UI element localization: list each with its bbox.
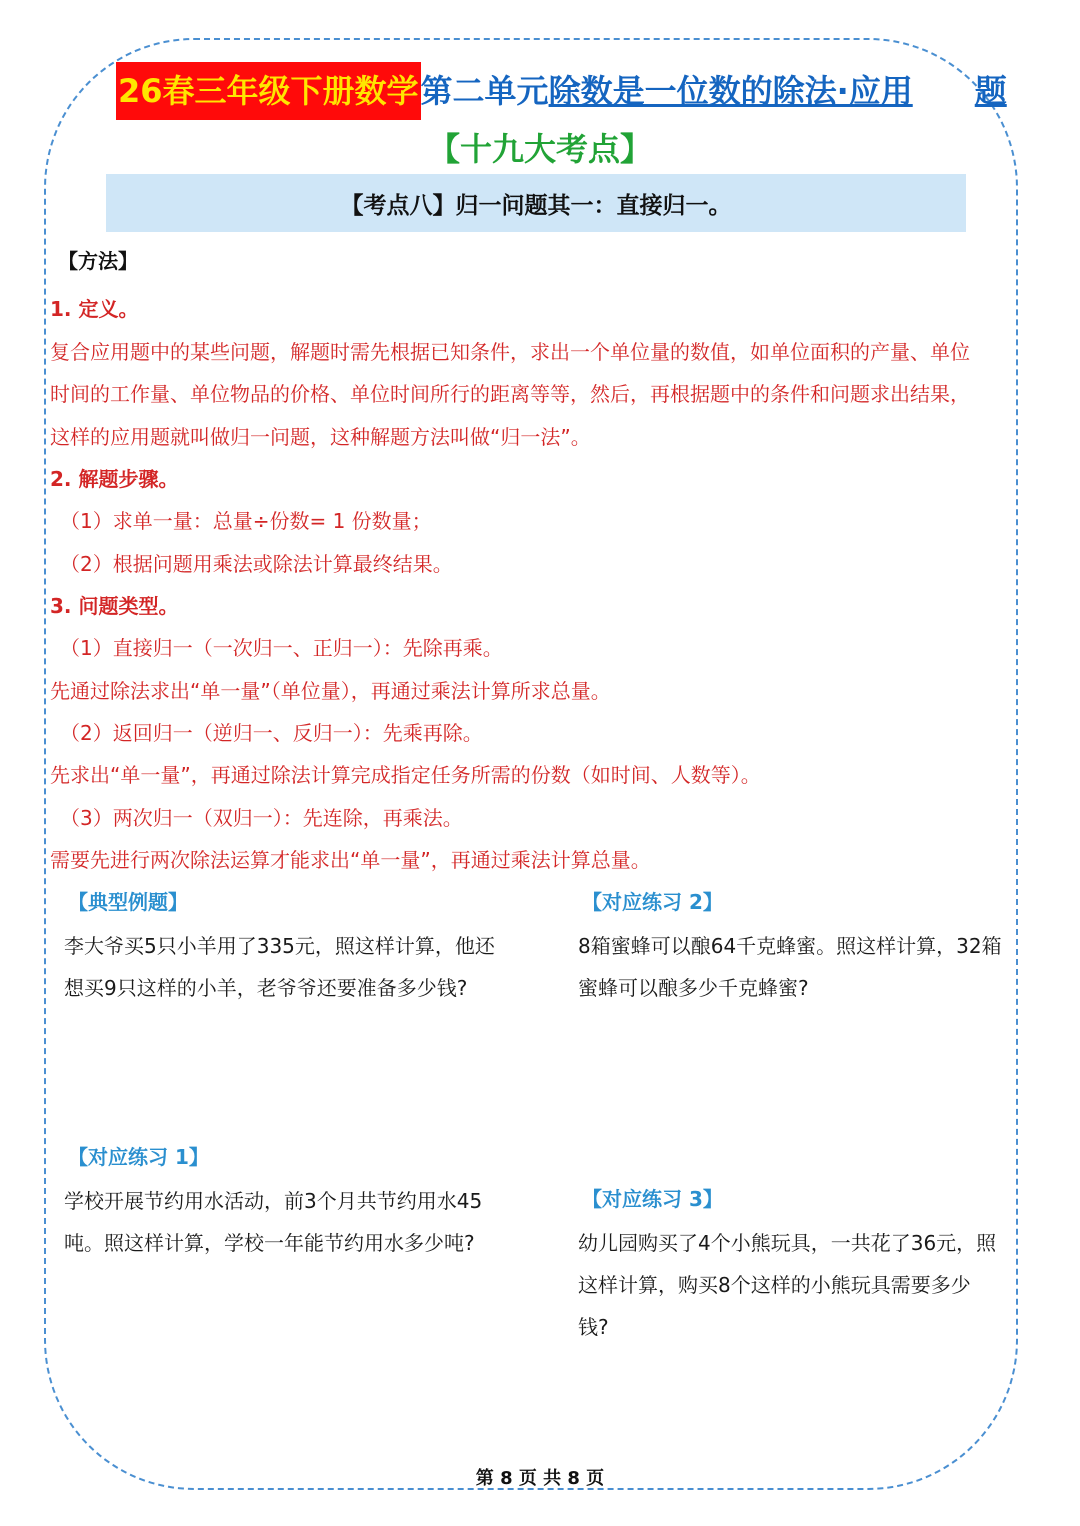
practice-2-text: 蜜蜂可以酿多少千克蜂蜜? (578, 976, 809, 1000)
page-number: 第 8 页 共 8 页 (475, 1468, 605, 1489)
method-text: 这样的应用题就叫做归一问题，这种解题方法叫做“归一法”。 (50, 425, 591, 449)
practice-1-text: 学校开展节约用水活动，前3个月共节约用水45 (64, 1189, 483, 1213)
method-text: 先求出“单一量”，再通过除法计算完成指定任务所需的份数（如时间、人数等）。 (50, 763, 761, 787)
method-text: （2）返回归一（逆归一、反归一）：先乘再除。 (60, 721, 483, 745)
section-heading: 3. 问题类型。 (50, 594, 179, 618)
practice-3-label: 【对应练习 3】 (582, 1187, 723, 1211)
typical-example-text: 李大爷买5只小羊用了335元，照这样计算，他还 (64, 934, 495, 958)
method-text: （3）两次归一（双归一）：先连除，再乘法。 (60, 806, 463, 830)
title-unit: 第二单元 (420, 72, 549, 110)
method-text: （1）求单一量：总量÷份数= 1 份数量； (60, 509, 432, 533)
typical-example-label: 【典型例题】 (68, 890, 188, 914)
section-heading: 1. 定义。 (50, 297, 139, 321)
title-topic: 除数是一位数的除法·应用 (548, 72, 913, 110)
practice-3-text: 钱? (578, 1315, 609, 1339)
method-text: （1）直接归一（一次归一、正归一）：先除再乘。 (60, 636, 503, 660)
practice-1-text: 吨。照这样计算，学校一年能节约用水多少吨? (64, 1231, 475, 1255)
practice-1-label: 【对应练习 1】 (68, 1145, 209, 1169)
subtitle: 【十九大考点】 (427, 130, 652, 168)
method-text: 复合应用题中的某些问题，解题时需先根据已知条件，求出一个单位量的数值，如单位面积的产量、单位 (50, 340, 970, 364)
typical-example-text: 想买9只这样的小羊，老爷爷还要准备多少钱? (64, 976, 468, 1000)
section-heading: 2. 解题步骤。 (50, 467, 179, 491)
topic-banner: 【考点八】归一问题其一：直接归一。 (106, 174, 966, 232)
page-title (116, 62, 1036, 120)
title-end: 题 (974, 72, 1007, 110)
method-label: 【方法】 (58, 249, 138, 273)
method-text: 时间的工作量、单位物品的价格、单位时间所行的距离等等，然后，再根据题中的条件和问题求出结果， (50, 382, 970, 406)
method-text: 需要先进行两次除法运算才能求出“单一量”，再通过乘法计算总量。 (50, 848, 651, 872)
practice-2-text: 8箱蜜蜂可以酿64千克蜂蜜。照这样计算，32箱 (578, 934, 1002, 958)
practice-3-text: 幼儿园购买了4个小熊玩具，一共花了36元，照 (578, 1231, 997, 1255)
method-text: 先通过除法求出“单一量”（单位量），再通过乘法计算所求总量。 (50, 679, 611, 703)
method-text: （2）根据问题用乘法或除法计算最终结果。 (60, 552, 453, 576)
practice-2-label: 【对应练习 2】 (582, 890, 723, 914)
title-highlight: 26春三年级下册数学 (116, 62, 421, 120)
practice-3-text: 这样计算，购买8个这样的小熊玩具需要多少 (578, 1273, 971, 1297)
